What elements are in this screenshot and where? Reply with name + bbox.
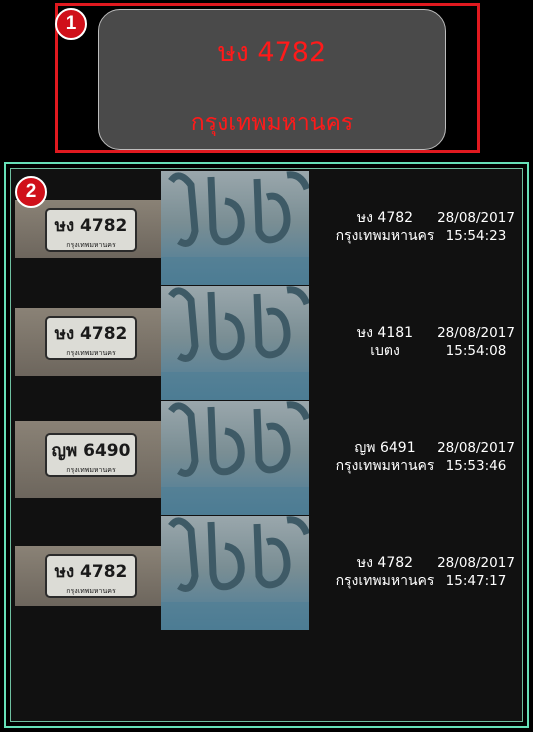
list-item-plate-number: ษง 4782	[356, 210, 414, 226]
list-item-time: 15:54:23	[445, 228, 507, 244]
scene-snapshot-graphic	[161, 171, 309, 285]
scene-snapshot-image	[161, 401, 309, 515]
plate-crop-province: กรุงเทพมหานคร	[66, 466, 116, 474]
scene-snapshot-image	[161, 286, 309, 400]
list-item-time: 15:47:17	[445, 573, 507, 589]
plate-crop-number: ษง 4782	[54, 216, 128, 236]
list-item-timestamp	[431, 324, 521, 360]
plate-crop-province: กรุงเทพมหานคร	[66, 241, 116, 249]
list-item[interactable]	[11, 286, 522, 402]
list-item[interactable]	[11, 401, 522, 517]
list-item-date: 28/08/2017	[437, 325, 515, 341]
section-1-badge: 1	[55, 8, 87, 40]
list-item-date: 28/08/2017	[437, 440, 515, 456]
list-item-date: 28/08/2017	[437, 210, 515, 226]
list-item-plate-number: ญพ 6491	[354, 440, 416, 456]
current-plate-panel	[55, 3, 480, 153]
plate-crop-image	[15, 308, 163, 376]
list-item-province: กรุงเทพมหานคร	[335, 228, 435, 244]
section-2-badge: 2	[15, 176, 47, 208]
list-item-province: เบตง	[370, 343, 400, 359]
list-item-timestamp	[431, 554, 521, 590]
current-plate-display	[98, 9, 446, 150]
plate-crop-plate	[45, 554, 137, 598]
plate-crop-plate	[45, 433, 137, 477]
list-item-time: 15:54:08	[445, 343, 507, 359]
detection-list[interactable]	[10, 168, 523, 722]
plate-crop-image	[15, 421, 163, 498]
current-plate-number: ษง 4782	[217, 37, 327, 68]
plate-crop-province: กรุงเทพมหานคร	[66, 587, 116, 595]
scene-snapshot-image	[161, 171, 309, 285]
list-item-timestamp	[431, 209, 521, 245]
scene-snapshot-image	[161, 516, 309, 630]
list-item-province: กรุงเทพมหานคร	[335, 458, 435, 474]
plate-crop-number: ษง 4782	[54, 562, 128, 582]
plate-crop-image	[15, 546, 163, 606]
list-item[interactable]	[11, 516, 522, 632]
current-plate-province: กรุงเทพมหานคร	[190, 110, 354, 136]
plate-crop-number: ษง 4782	[54, 324, 128, 344]
plate-crop-province: กรุงเทพมหานคร	[66, 349, 116, 357]
list-item-province: กรุงเทพมหานคร	[335, 573, 435, 589]
detection-list-panel	[4, 162, 529, 728]
plate-crop-plate	[45, 316, 137, 360]
plate-crop-image	[15, 200, 163, 258]
list-item-time: 15:53:46	[445, 458, 507, 474]
plate-crop-plate	[45, 208, 137, 252]
scene-snapshot-graphic	[161, 516, 309, 630]
scene-snapshot-graphic	[161, 286, 309, 400]
list-item[interactable]	[11, 171, 522, 287]
list-item-date: 28/08/2017	[437, 555, 515, 571]
plate-crop-number: ญพ 6490	[51, 441, 131, 461]
list-item-plate-number: ษง 4782	[356, 555, 414, 571]
list-item-timestamp	[431, 439, 521, 475]
scene-snapshot-graphic	[161, 401, 309, 515]
list-item-plate-number: ษง 4181	[356, 325, 414, 341]
